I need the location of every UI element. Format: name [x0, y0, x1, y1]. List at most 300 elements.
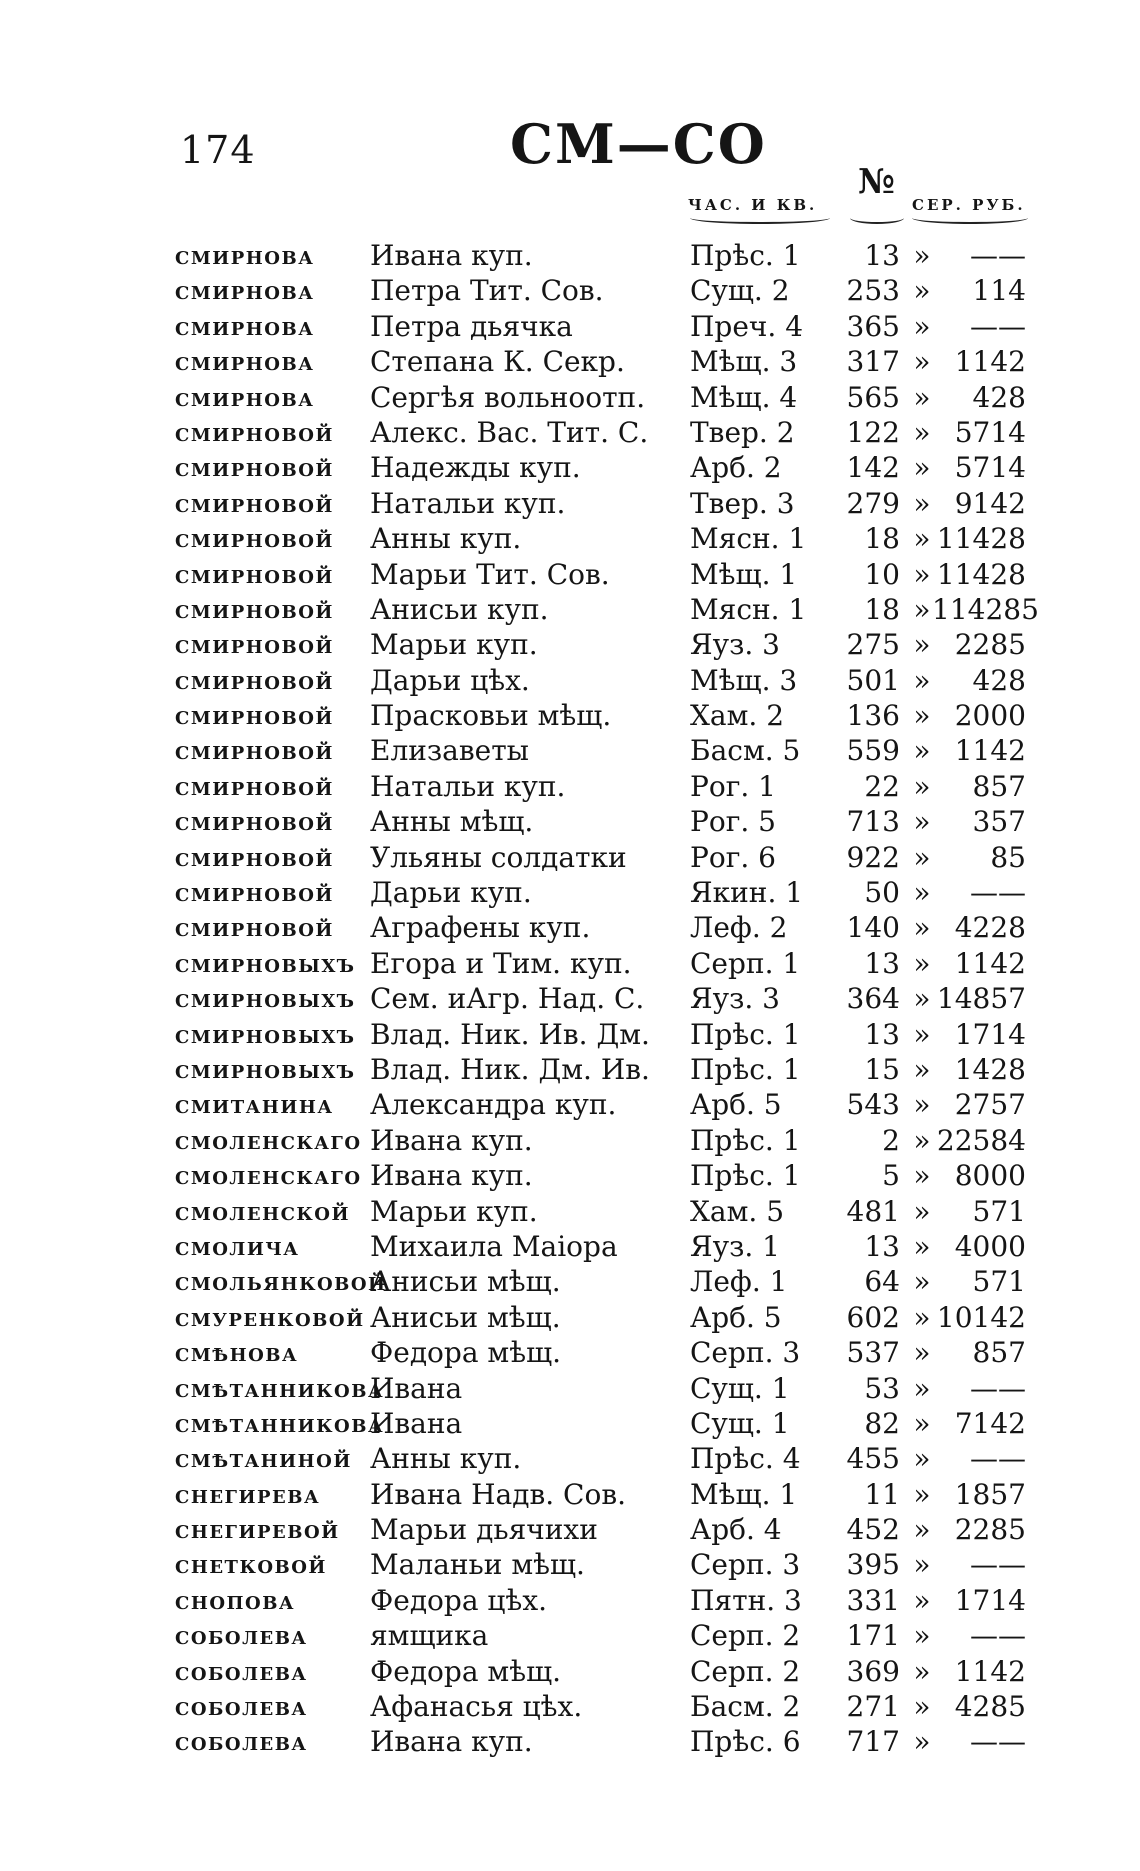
entry-row — [0, 1371, 1140, 1406]
entry-surname: смуренковой — [175, 1302, 365, 1332]
entry-ditto-mark: » — [913, 840, 931, 874]
entry-given-name: Прасковьи мѣщ. — [370, 699, 612, 733]
entry-given-name: Марьи куп. — [370, 628, 538, 662]
entry-given-name: Дарьи куп. — [370, 876, 532, 910]
entry-row — [0, 1724, 1140, 1759]
entry-part-quarter: Прѣс. 1 — [690, 239, 801, 272]
entry-part-quarter: Басм. 5 — [690, 734, 801, 768]
entry-row — [0, 344, 1140, 379]
entry-house-number: 452 — [846, 1513, 900, 1547]
entry-row — [0, 1583, 1140, 1618]
column-header-silver-rubles: СЕР. РУБ. — [912, 196, 1026, 214]
entry-given-name: Надежды куп. — [370, 451, 581, 485]
entry-surname: смирновыхъ — [175, 948, 356, 978]
entry-row — [0, 1441, 1140, 1476]
entry-house-number: 53 — [864, 1371, 900, 1405]
entry-part-quarter: Серп. 3 — [690, 1336, 801, 1370]
entry-amount: 357 — [972, 805, 1026, 839]
entry-given-name: Анны куп. — [370, 1442, 522, 1476]
entry-row — [0, 733, 1140, 768]
entry-row — [0, 910, 1140, 945]
entry-amount: 4285 — [954, 1690, 1026, 1724]
entry-house-number: 369 — [846, 1654, 900, 1688]
entry-house-number: 22 — [864, 769, 900, 803]
entry-amount: 5714 — [954, 451, 1026, 485]
entry-ditto-mark: » — [913, 1336, 931, 1370]
entry-row — [0, 557, 1140, 592]
entry-ditto-mark: » — [913, 1194, 931, 1228]
entry-ditto-mark: » — [913, 911, 931, 945]
entry-ditto-mark: » — [913, 592, 931, 626]
entry-house-number: 13 — [864, 946, 900, 980]
entry-amount: —— — [970, 1619, 1026, 1653]
entry-row — [0, 1335, 1140, 1370]
entry-row — [0, 1194, 1140, 1229]
entry-ditto-mark: » — [913, 522, 931, 556]
entry-amount: —— — [970, 1548, 1026, 1582]
entry-part-quarter: Мѣщ. 4 — [690, 380, 798, 414]
entry-row — [0, 592, 1140, 627]
entry-surname: смирновой — [175, 488, 334, 518]
column-header-part-quarter: ЧАС. И КВ. — [688, 196, 818, 214]
entry-part-quarter: Леф. 2 — [690, 911, 788, 945]
entry-amount: 2000 — [954, 699, 1026, 733]
entry-ditto-mark: » — [913, 1300, 931, 1334]
entry-part-quarter: Прѣс. 1 — [690, 1123, 801, 1157]
entry-ditto-mark: » — [913, 1654, 931, 1688]
entry-row — [0, 1547, 1140, 1582]
entry-amount: 4000 — [954, 1229, 1026, 1263]
entry-given-name: Марьи дьячихи — [370, 1513, 598, 1547]
entry-ditto-mark: » — [913, 1123, 931, 1157]
entry-surname: смирновой — [175, 842, 334, 872]
entry-ditto-mark: » — [913, 380, 931, 414]
entry-house-number: 317 — [846, 345, 900, 379]
entry-ditto-mark: » — [913, 239, 931, 272]
entry-ditto-mark: » — [913, 1548, 931, 1582]
entry-part-quarter: Яуз. 3 — [690, 982, 780, 1016]
entry-surname: смирновой — [175, 665, 334, 695]
entry-house-number: 82 — [864, 1406, 900, 1440]
entry-part-quarter: Пятн. 3 — [690, 1583, 802, 1617]
entry-row — [0, 273, 1140, 308]
entry-ditto-mark: » — [913, 1619, 931, 1653]
entry-surname: снопова — [175, 1585, 296, 1615]
entry-row — [0, 1618, 1140, 1653]
entry-given-name: Анисьи куп. — [370, 592, 549, 626]
entry-given-name: Ивана — [370, 1371, 463, 1405]
entry-ditto-mark: » — [913, 1477, 931, 1511]
entry-surname: снегиревой — [175, 1515, 340, 1545]
entry-given-name: Анны куп. — [370, 522, 522, 556]
entry-given-name: Ульяны солдатки — [370, 840, 627, 874]
entry-given-name: Влад. Ник. Ив. Дм. — [370, 1017, 650, 1051]
entry-surname: смѣтанникова — [175, 1408, 385, 1438]
entry-ditto-mark: » — [913, 345, 931, 379]
entry-house-number: 11 — [864, 1477, 900, 1511]
entry-ditto-mark: » — [913, 1513, 931, 1547]
entry-part-quarter: Мясн. 1 — [690, 522, 807, 556]
entry-row — [0, 698, 1140, 733]
entry-house-number: 142 — [846, 451, 900, 485]
entry-house-number: 922 — [846, 840, 900, 874]
entry-part-quarter: Яуз. 1 — [690, 1229, 780, 1263]
entry-given-name: Влад. Ник. Дм. Ив. — [370, 1052, 650, 1086]
entry-surname: смирнова — [175, 311, 315, 341]
entry-part-quarter: Прѣс. 6 — [690, 1725, 801, 1759]
entry-amount: —— — [970, 876, 1026, 910]
entry-row — [0, 486, 1140, 521]
entry-amount: 11428 — [936, 557, 1026, 591]
entry-amount: 10142 — [936, 1300, 1026, 1334]
page-number: 174 — [180, 128, 256, 172]
entry-row — [0, 1123, 1140, 1158]
entry-row — [0, 1300, 1140, 1335]
entry-part-quarter: Рог. 6 — [690, 840, 776, 874]
entry-part-quarter: Прѣс. 4 — [690, 1442, 801, 1476]
entry-ditto-mark: » — [913, 451, 931, 485]
entry-house-number: 395 — [846, 1548, 900, 1582]
entry-given-name: Михаила Маiора — [370, 1229, 618, 1263]
entry-part-quarter: Мѣщ. 3 — [690, 663, 798, 697]
entry-part-quarter: Арб. 2 — [690, 451, 782, 485]
entry-part-quarter: Твер. 3 — [690, 486, 795, 520]
entry-row — [0, 804, 1140, 839]
entry-part-quarter: Хам. 2 — [690, 699, 785, 733]
entry-part-quarter: Хам. 5 — [690, 1194, 785, 1228]
entry-ditto-mark: » — [913, 1406, 931, 1440]
entry-part-quarter: Серп. 1 — [690, 946, 801, 980]
entry-surname: смирновой — [175, 524, 334, 554]
entry-row — [0, 1264, 1140, 1299]
entry-part-quarter: Мѣщ. 3 — [690, 345, 798, 379]
entry-given-name: Сергѣя вольноотп. — [370, 380, 646, 414]
entry-amount: 2757 — [954, 1088, 1026, 1122]
entry-amount: 7142 — [954, 1406, 1026, 1440]
entry-part-quarter: Прѣс. 1 — [690, 1052, 801, 1086]
entry-house-number: 364 — [846, 982, 900, 1016]
entry-row — [0, 663, 1140, 698]
entry-amount: 1714 — [954, 1583, 1026, 1617]
entry-house-number: 501 — [846, 663, 900, 697]
entry-surname: снетковой — [175, 1550, 327, 1580]
entry-row — [0, 1689, 1140, 1724]
entry-ditto-mark: » — [913, 1371, 931, 1405]
entry-amount: 22584 — [936, 1123, 1026, 1157]
entry-surname: смирновой — [175, 878, 334, 908]
entry-part-quarter: Преч. 4 — [690, 309, 804, 343]
entry-row — [0, 875, 1140, 910]
entry-part-quarter: Серп. 2 — [690, 1619, 801, 1653]
entry-given-name: Дарьи цѣх. — [370, 663, 530, 697]
entry-amount: 11428 — [936, 522, 1026, 556]
entry-house-number: 279 — [846, 486, 900, 520]
entry-row — [0, 415, 1140, 450]
entry-ditto-mark: » — [913, 1052, 931, 1086]
entry-surname: смѣтаниной — [175, 1444, 352, 1474]
entry-surname: смирновой — [175, 594, 334, 624]
entry-surname: смоленскаго — [175, 1161, 362, 1191]
entry-surname: смирновыхъ — [175, 1019, 356, 1049]
entry-amount: 14857 — [936, 982, 1026, 1016]
entry-surname: смирнова — [175, 241, 315, 270]
entry-house-number: 13 — [864, 239, 900, 272]
entry-house-number: 15 — [864, 1052, 900, 1086]
entry-row — [0, 627, 1140, 662]
entry-amount: 4228 — [954, 911, 1026, 945]
entry-amount: 1142 — [954, 734, 1026, 768]
entry-part-quarter: Мѣщ. 1 — [690, 1477, 798, 1511]
entry-amount: 85 — [990, 840, 1026, 874]
entry-ditto-mark: » — [913, 1017, 931, 1051]
entry-surname: соболева — [175, 1692, 308, 1722]
entry-ditto-mark: » — [913, 1088, 931, 1122]
entry-given-name: Анисьи мѣщ. — [370, 1300, 561, 1334]
entry-house-number: 136 — [846, 699, 900, 733]
entry-surname: снегирева — [175, 1479, 321, 1509]
entry-surname: смирновой — [175, 453, 334, 483]
entry-surname: смирновой — [175, 701, 334, 731]
entry-given-name: Ивана куп. — [370, 1725, 533, 1759]
entry-amount: 1142 — [954, 946, 1026, 980]
entry-house-number: 543 — [846, 1088, 900, 1122]
entry-part-quarter: Рог. 1 — [690, 769, 776, 803]
entry-part-quarter: Рог. 5 — [690, 805, 776, 839]
entry-amount: —— — [970, 1725, 1026, 1759]
entry-amount: 8000 — [954, 1159, 1026, 1193]
entry-part-quarter: Яуз. 3 — [690, 628, 780, 662]
entry-row — [0, 840, 1140, 875]
entry-given-name: Анисьи мѣщ. — [370, 1265, 561, 1299]
entry-row — [0, 1052, 1140, 1087]
entry-ditto-mark: » — [913, 876, 931, 910]
entry-given-name: Ивана Надв. Сов. — [370, 1477, 626, 1511]
running-head: СМ—СО — [510, 112, 767, 176]
entry-amount: 1142 — [954, 345, 1026, 379]
entry-ditto-mark: » — [913, 1725, 931, 1759]
entry-part-quarter: Прѣс. 1 — [690, 1159, 801, 1193]
entry-row — [0, 380, 1140, 415]
entry-row — [0, 450, 1140, 485]
entry-amount: —— — [970, 1442, 1026, 1476]
entry-part-quarter: Сущ. 1 — [690, 1371, 790, 1405]
entry-given-name: Марьи куп. — [370, 1194, 538, 1228]
entry-house-number: 171 — [846, 1619, 900, 1653]
entry-given-name: Егора и Тим. куп. — [370, 946, 632, 980]
entry-ditto-mark: » — [913, 946, 931, 980]
entry-amount: —— — [970, 239, 1026, 272]
entry-surname: смирнова — [175, 382, 315, 412]
entry-house-number: 253 — [846, 274, 900, 308]
entry-ditto-mark: » — [913, 557, 931, 591]
entry-part-quarter: Сущ. 2 — [690, 274, 790, 308]
entry-house-number: 50 — [864, 876, 900, 910]
entry-given-name: Федора мѣщ. — [370, 1336, 562, 1370]
entry-amount: —— — [970, 309, 1026, 343]
entry-given-name: Петра Тит. Сов. — [370, 274, 604, 308]
entry-surname: смитанина — [175, 1090, 334, 1120]
entry-surname: смирновой — [175, 736, 334, 766]
entry-row — [0, 521, 1140, 556]
entry-house-number: 2 — [882, 1123, 900, 1157]
entry-house-number: 18 — [864, 592, 900, 626]
entry-given-name: ямщика — [370, 1619, 489, 1653]
entry-given-name: Маланьи мѣщ. — [370, 1548, 585, 1582]
entry-ditto-mark: » — [913, 734, 931, 768]
entry-given-name: Петра дьячка — [370, 309, 573, 343]
entry-house-number: 271 — [846, 1690, 900, 1724]
entry-house-number: 13 — [864, 1017, 900, 1051]
entry-ditto-mark: » — [913, 486, 931, 520]
entry-surname: смирновой — [175, 559, 334, 589]
entry-part-quarter: Сущ. 1 — [690, 1406, 790, 1440]
entry-given-name: Ивана куп. — [370, 1159, 533, 1193]
entry-given-name: Федора мѣщ. — [370, 1654, 562, 1688]
entry-house-number: 331 — [846, 1583, 900, 1617]
entry-amount: 428 — [972, 380, 1026, 414]
entry-part-quarter: Якин. 1 — [690, 876, 804, 910]
entry-amount: 9142 — [954, 486, 1026, 520]
entry-amount: 114285 — [932, 592, 1039, 626]
column-brace-number — [850, 212, 904, 224]
entry-part-quarter: Прѣс. 1 — [690, 1017, 801, 1051]
entry-amount: 2285 — [954, 628, 1026, 662]
entry-house-number: 602 — [846, 1300, 900, 1334]
entry-amount: —— — [970, 1371, 1026, 1405]
entry-house-number: 18 — [864, 522, 900, 556]
entry-surname: соболева — [175, 1656, 308, 1686]
entry-given-name: Сем. иАгр. Над. С. — [370, 982, 645, 1016]
entry-surname: смирновой — [175, 913, 334, 943]
entry-row — [0, 238, 1140, 273]
entry-ditto-mark: » — [913, 1159, 931, 1193]
entry-surname: смоленской — [175, 1196, 350, 1226]
entry-surname: смирнова — [175, 276, 315, 306]
entry-house-number: 365 — [846, 309, 900, 343]
entry-amount: 857 — [972, 1336, 1026, 1370]
entry-given-name: Марьи Тит. Сов. — [370, 557, 610, 591]
entry-given-name: Ивана куп. — [370, 239, 533, 272]
entry-ditto-mark: » — [913, 1583, 931, 1617]
entry-part-quarter: Леф. 1 — [690, 1265, 788, 1299]
entry-house-number: 122 — [846, 415, 900, 449]
entry-house-number: 5 — [882, 1159, 900, 1193]
entry-row — [0, 981, 1140, 1016]
entry-ditto-mark: » — [913, 769, 931, 803]
entry-given-name: Ивана — [370, 1406, 463, 1440]
entry-amount: 1428 — [954, 1052, 1026, 1086]
entry-surname: смирновыхъ — [175, 1054, 356, 1084]
entry-part-quarter: Серп. 3 — [690, 1548, 801, 1582]
entry-surname: смирновой — [175, 630, 334, 660]
entry-given-name: Натальи куп. — [370, 769, 566, 803]
entry-given-name: Афанасья цѣх. — [370, 1690, 583, 1724]
entry-surname: смольянковой — [175, 1267, 387, 1297]
column-brace-part — [690, 212, 830, 224]
entry-ditto-mark: » — [913, 1229, 931, 1263]
entry-house-number: 565 — [846, 380, 900, 414]
entry-row — [0, 1017, 1140, 1052]
entry-row — [0, 1477, 1140, 1512]
entry-amount: 114 — [972, 274, 1026, 308]
entry-house-number: 275 — [846, 628, 900, 662]
entry-amount: 2285 — [954, 1513, 1026, 1547]
entry-row — [0, 1512, 1140, 1547]
entry-amount: 5714 — [954, 415, 1026, 449]
entry-house-number: 10 — [864, 557, 900, 591]
entry-surname: смирновой — [175, 807, 334, 837]
entry-amount: 428 — [972, 663, 1026, 697]
entry-surname: смолича — [175, 1231, 300, 1261]
entry-list — [0, 238, 1140, 1760]
entry-ditto-mark: » — [913, 1690, 931, 1724]
entry-surname: соболева — [175, 1621, 308, 1651]
entry-part-quarter: Мѣщ. 1 — [690, 557, 798, 591]
entry-given-name: Аграфены куп. — [370, 911, 591, 945]
entry-ditto-mark: » — [913, 663, 931, 697]
entry-given-name: Елизаветы — [370, 734, 529, 768]
entry-given-name: Александра куп. — [370, 1088, 617, 1122]
entry-row — [0, 1654, 1140, 1689]
entry-amount: 857 — [972, 769, 1026, 803]
entry-surname: смирновой — [175, 771, 334, 801]
entry-amount: 1142 — [954, 1654, 1026, 1688]
column-brace-rubles — [912, 212, 1028, 224]
entry-given-name: Ивана куп. — [370, 1123, 533, 1157]
entry-house-number: 64 — [864, 1265, 900, 1299]
entry-surname: соболева — [175, 1727, 308, 1757]
entry-surname: смирновыхъ — [175, 984, 356, 1014]
entry-amount: 1857 — [954, 1477, 1026, 1511]
entry-part-quarter: Мясн. 1 — [690, 592, 807, 626]
entry-ditto-mark: » — [913, 982, 931, 1016]
entry-given-name: Федора цѣх. — [370, 1583, 548, 1617]
entry-surname: смѣнова — [175, 1338, 299, 1368]
entry-row — [0, 1406, 1140, 1441]
entry-ditto-mark: » — [913, 1265, 931, 1299]
entry-given-name: Натальи куп. — [370, 486, 566, 520]
entry-ditto-mark: » — [913, 699, 931, 733]
entry-ditto-mark: » — [913, 805, 931, 839]
entry-part-quarter: Арб. 5 — [690, 1300, 782, 1334]
column-header-number: № — [858, 162, 895, 202]
entry-house-number: 455 — [846, 1442, 900, 1476]
entry-surname: смирнова — [175, 347, 315, 377]
entry-amount: 1714 — [954, 1017, 1026, 1051]
entry-row — [0, 1229, 1140, 1264]
entry-part-quarter: Твер. 2 — [690, 415, 795, 449]
entry-house-number: 13 — [864, 1229, 900, 1263]
entry-amount: 571 — [972, 1194, 1026, 1228]
entry-ditto-mark: » — [913, 1442, 931, 1476]
entry-house-number: 140 — [846, 911, 900, 945]
entry-house-number: 717 — [846, 1725, 900, 1759]
entry-row — [0, 1087, 1140, 1122]
entry-row — [0, 1158, 1140, 1193]
entry-ditto-mark: » — [913, 628, 931, 662]
entry-part-quarter: Басм. 2 — [690, 1690, 801, 1724]
entry-house-number: 537 — [846, 1336, 900, 1370]
entry-row — [0, 946, 1140, 981]
entry-house-number: 481 — [846, 1194, 900, 1228]
entry-ditto-mark: » — [913, 309, 931, 343]
entry-part-quarter: Арб. 5 — [690, 1088, 782, 1122]
entry-surname: смѣтанникова — [175, 1373, 385, 1403]
entry-house-number: 713 — [846, 805, 900, 839]
entry-ditto-mark: » — [913, 415, 931, 449]
entry-given-name: Степана К. Секр. — [370, 345, 625, 379]
entry-given-name: Анны мѣщ. — [370, 805, 534, 839]
